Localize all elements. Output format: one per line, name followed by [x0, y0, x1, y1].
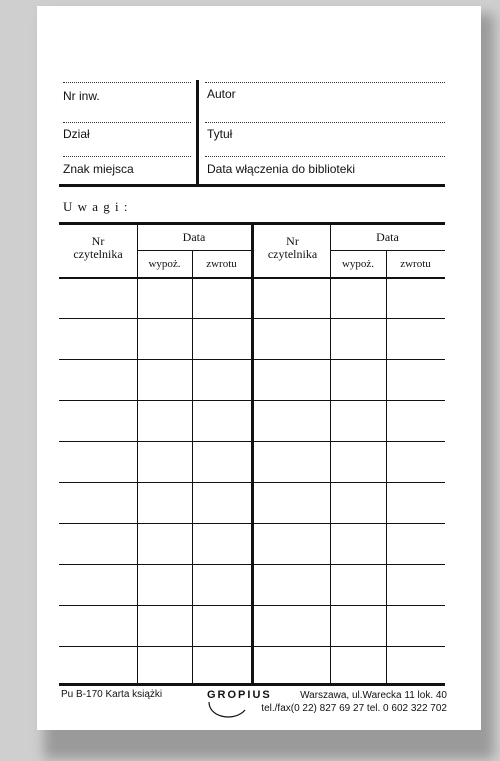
top-section-bottom-line — [59, 184, 445, 187]
date-subheader-line-right — [330, 250, 445, 251]
row-line — [59, 523, 445, 524]
column-line — [137, 224, 138, 684]
header-returned-right: zwrotu — [400, 258, 431, 270]
column-line — [386, 250, 387, 684]
date-subheader-line-left — [137, 250, 251, 251]
table-bottom-line — [59, 683, 445, 686]
field-section: Dział — [63, 127, 90, 141]
publisher-phones: tel./fax(0 22) 827 69 27 tel. 0 602 322 702 — [261, 703, 447, 714]
logo-swoosh-icon — [205, 698, 253, 724]
dotted-line — [63, 82, 191, 83]
publisher-contact — [257, 689, 447, 715]
book-card — [37, 6, 481, 730]
row-line — [59, 318, 445, 319]
dotted-line — [63, 156, 191, 157]
header-borrowed-right: wypoż. — [341, 258, 375, 270]
dotted-line — [63, 122, 191, 123]
top-divider-vertical — [196, 80, 199, 186]
row-line — [59, 564, 445, 565]
dotted-line — [205, 122, 445, 123]
field-title: Tytuł — [207, 127, 233, 141]
table-center-divider — [251, 224, 254, 684]
publisher-address: Warszawa, ul.Warecka 11 lok. 40 — [300, 690, 447, 701]
field-library-inclusion-date: Data włączenia do biblioteki — [207, 162, 356, 176]
header-bottom-line — [59, 277, 445, 279]
header-date-right: Data — [376, 230, 399, 244]
row-line — [59, 400, 445, 401]
header-reader-number-left: Nr czytelnika — [73, 234, 123, 261]
header-reader-number-right: Nr czytelnika — [267, 234, 318, 261]
row-line — [59, 441, 445, 442]
form-code: Pu B-170 Karta książki — [61, 689, 163, 700]
column-line — [330, 224, 331, 684]
header-returned-left: zwrotu — [206, 258, 237, 270]
gropius-logo: GROPIUS — [207, 689, 272, 701]
dotted-line — [205, 82, 445, 83]
row-line — [59, 359, 445, 360]
row-line — [59, 605, 445, 606]
field-location-mark: Znak miejsca — [63, 162, 134, 176]
field-author: Autor — [207, 87, 236, 101]
dotted-line — [205, 156, 445, 157]
field-inventory-number: Nr inw. — [63, 89, 100, 103]
remarks-label: U w a g i : — [63, 199, 129, 214]
header-date-left: Data — [182, 230, 206, 244]
row-line — [59, 646, 445, 647]
column-line — [192, 250, 193, 684]
row-line — [59, 482, 445, 483]
header-borrowed-left: wypoż. — [148, 258, 181, 270]
